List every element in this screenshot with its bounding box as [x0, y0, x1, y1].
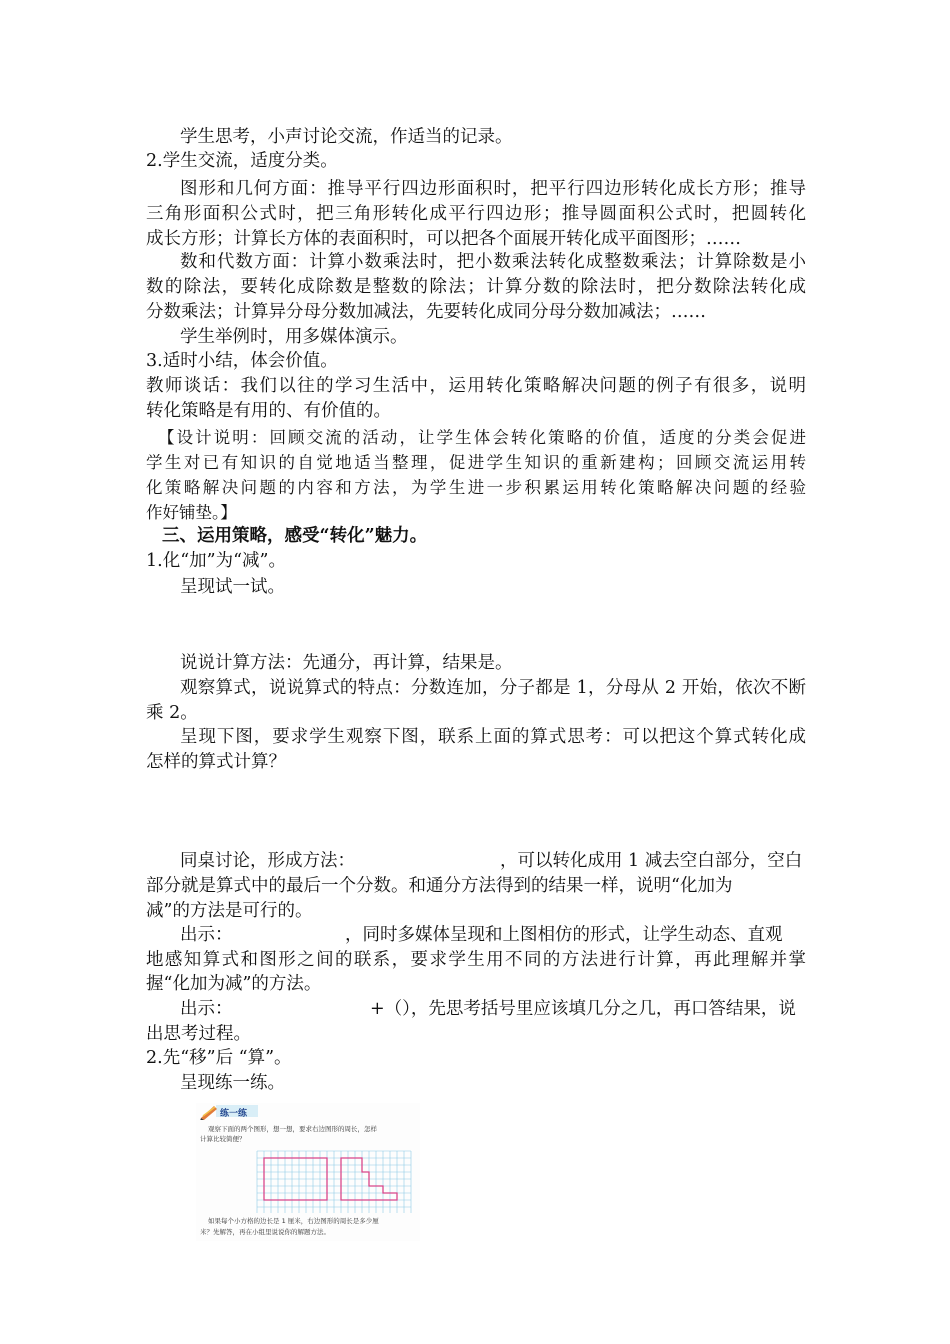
paragraph: 怎样的算式计算？ [146, 752, 286, 772]
paragraph: 分数乘法；计算异分母分数加减法，先要转化成同分母分数加减法；…… [146, 302, 706, 322]
paragraph: 图形和几何方面：推导平行四边形面积时，把平行四边形转化成长方形；推导 [180, 179, 806, 199]
paragraph: 教师谈话：我们以往的学习生活中，运用转化策略解决问题的例子有很多，说明 [146, 376, 806, 396]
paragraph: 学生思考，小声讨论交流，作适当的记录。 [180, 127, 513, 147]
paragraph: 同桌讨论，形成方法： [180, 851, 355, 871]
pencil-icon [199, 1104, 219, 1120]
figure-title: 练一练 [220, 1109, 248, 1119]
paragraph: ，可以转化成用 1 减去空白部分，空白 [500, 851, 803, 871]
paragraph: +（），先思考括号里应该填几分之几，再口答结果，说 [370, 999, 796, 1019]
practice-figure [196, 1103, 420, 1241]
paragraph: 出示： [180, 999, 233, 1019]
section-heading: 三、运用策略，感受“转化”魅力。 [162, 526, 428, 546]
paragraph: 观察算式，说说算式的特点：分数连加，分子都是 1，分母从 2 开始，依次不断 [180, 678, 806, 698]
paragraph: 数和代数方面：计算小数乘法时，把小数乘法转化成整数乘法；计算除数是小 [180, 252, 806, 272]
paragraph: 转化策略是有用的、有价值的。 [146, 401, 391, 421]
paragraph: 学生举例时，用多媒体演示。 [180, 327, 408, 347]
paragraph: 减”的方法是可行的。 [146, 901, 313, 921]
paragraph: ，同时多媒体呈现和上图相仿的形式，让学生动态、直观 [345, 925, 783, 945]
paragraph: 呈现下图，要求学生观察下图，联系上面的算式思考：可以把这个算式转化成 [180, 727, 806, 747]
paragraph: 部分就是算式中的最后一个分数。和通分方法得到的结果一样，说明“化加为 [146, 876, 733, 896]
grid-diagram [256, 1150, 414, 1213]
section-heading: 2.学生交流，适度分类。 [146, 151, 338, 171]
design-note: 作好铺垫。】 [146, 503, 237, 522]
paragraph: 数的除法，要转化成除数是整数的除法；计算分数的除法时，把分数除法转化成 [146, 277, 806, 297]
paragraph: 成长方形；计算长方体的表面积时，可以把各个面展开转化成平面图形；…… [146, 229, 741, 249]
section-heading: 3.适时小结，体会价值。 [146, 351, 338, 371]
paragraph: 说说计算方法：先通分，再计算，结果是。 [180, 653, 513, 673]
design-note: 化策略解决问题的内容和方法，为学生进一步积累运用转化策略解决问题的经验 [146, 478, 806, 497]
paragraph: 出示： [180, 925, 233, 945]
subsection-heading: 1.化“加”为“减”。 [146, 551, 286, 571]
paragraph: 地感知算式和图形之间的联系，要求学生用不同的方法进行计算，再此理解并掌 [146, 950, 806, 970]
design-note: 【设计说明：回顾交流的活动，让学生体会转化策略的价值，适度的分类会促进 [158, 428, 806, 447]
paragraph: 三角形面积公式时，把三角形转化成平行四边形；推导圆面积公式时，把圆转化 [146, 204, 806, 224]
design-note: 学生对已有知识的自觉地适当整理，促进学生知识的重新建构；回顾交流运用转 [146, 453, 806, 472]
paragraph: 乘 2。 [146, 703, 198, 723]
figure-text: 观察下面的两个图形，想一想，要求右边图形的周长，怎样 [208, 1125, 377, 1133]
figure-text: 米？先解答，再在小组里说说你的解题方法。 [200, 1228, 330, 1236]
paragraph: 握“化加为减”的方法。 [146, 974, 322, 994]
paragraph: 呈现练一练。 [180, 1073, 285, 1093]
subsection-heading: 2.先“移”后 “算”。 [146, 1048, 292, 1068]
paragraph: 出思考过程。 [146, 1024, 251, 1044]
paragraph: 呈现试一试。 [180, 577, 285, 597]
figure-text: 如果每个小方格的边长是 1 厘米，右边图形的周长是多少厘 [208, 1217, 379, 1225]
figure-text: 计算比较简便？ [200, 1135, 246, 1143]
